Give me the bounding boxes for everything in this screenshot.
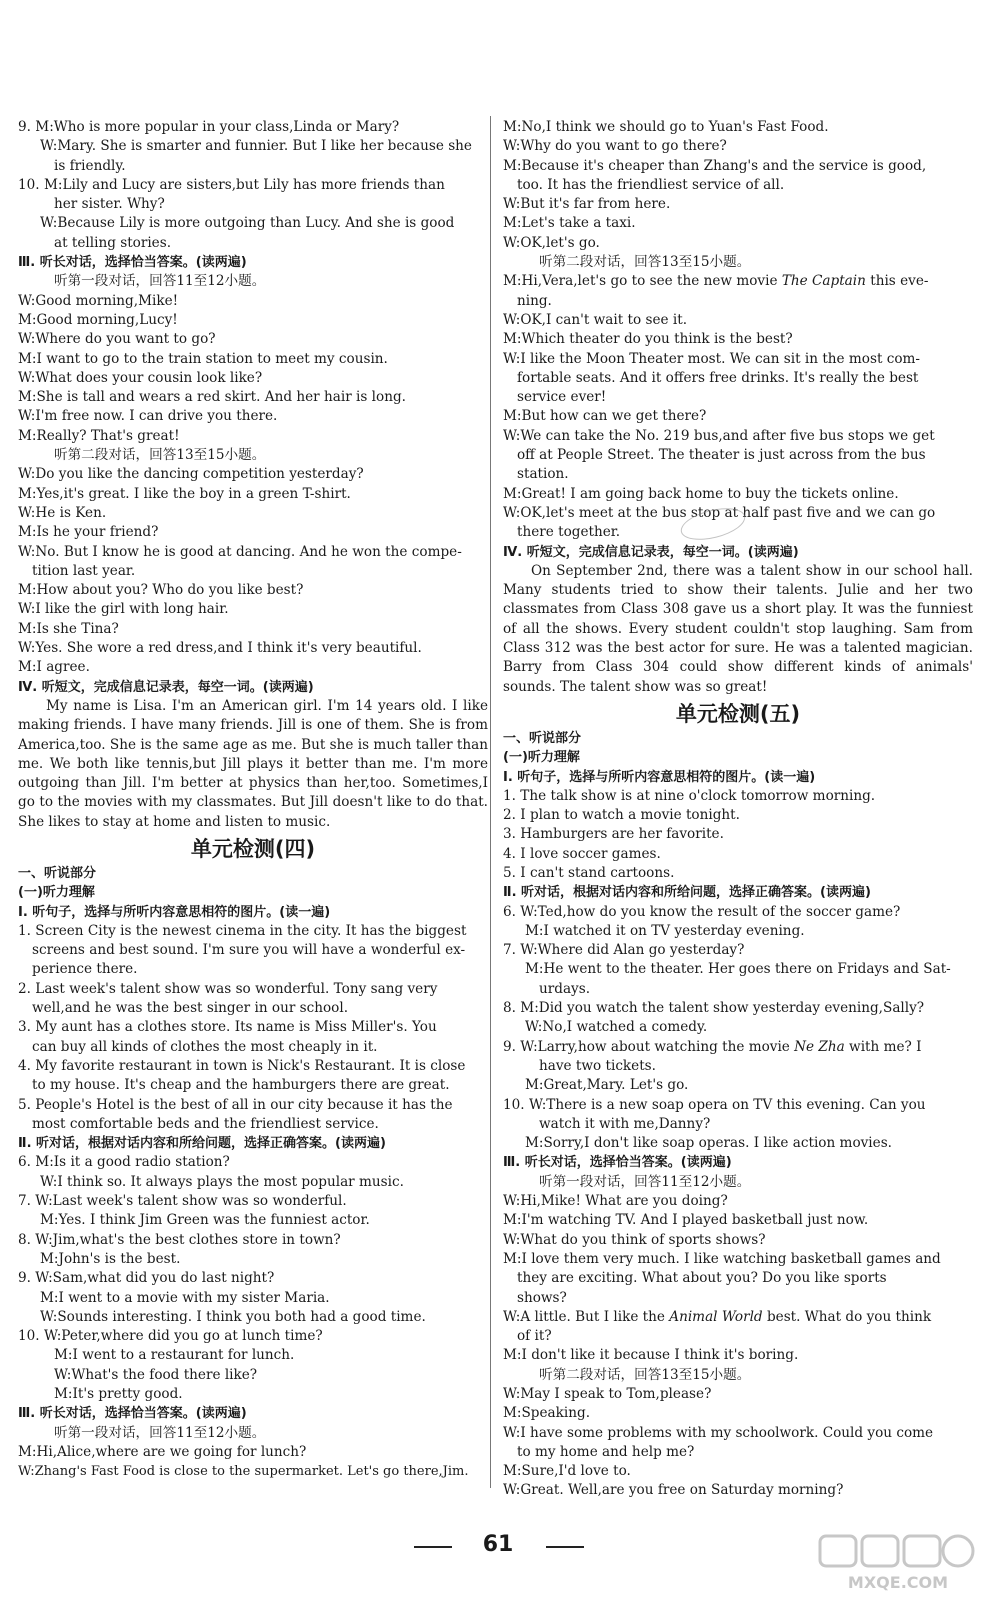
text-line: watch it with me,Danny? xyxy=(539,1115,711,1132)
text-line: at telling stories. xyxy=(54,234,172,251)
text-line: W:No. But I know he is good at dancing. And he won the compe- xyxy=(18,543,462,560)
sub-heading: 听第一段对话，回答11至12小题。 xyxy=(54,1424,266,1441)
text-line: 8. W:Jim,what's the best clothes store in town? xyxy=(18,1231,341,1248)
section-heading: Ⅱ. 听对话，根据对话内容和所给问题，选择正确答案。(读两遍) xyxy=(503,885,871,901)
page-number-dash-right xyxy=(546,1546,584,1548)
text-line: 8. M:Did you watch the talent show yesterday evening,Sally? xyxy=(503,1000,925,1017)
text-line: W:I have some problems with my schoolwork. Could you come xyxy=(503,1424,934,1441)
text-line: 10. W:There is a new soap opera on TV this evening. Can you xyxy=(503,1096,926,1113)
part-subheading: (一)听力理解 xyxy=(503,750,580,766)
text-line: 10. W:Peter,where did you go at lunch time? xyxy=(18,1328,323,1345)
text-line: station. xyxy=(517,466,569,483)
section-heading: Ⅳ. 听短文，完成信息记录表，每空一词。(读两遍) xyxy=(503,544,799,560)
watermark-text: MXQE.COM xyxy=(847,1573,949,1592)
text-line: 5. People's Hotel is the best of all in our city because it has the xyxy=(18,1096,453,1113)
text-line: perience there. xyxy=(32,961,138,978)
text-line: 2. I plan to watch a movie tonight. xyxy=(503,807,740,824)
text-line: can buy all kinds of clothes the most cheaply in it. xyxy=(32,1038,378,1055)
text-line: W:Hi,Mike! What are you doing? xyxy=(503,1193,728,1210)
text-line: M:Yes. I think Jim Green was the funniest actor. xyxy=(40,1212,370,1229)
text-line: W:Yes. She wore a red dress,and I think it's very beautiful. xyxy=(18,640,422,657)
text-line: W:He is Ken. xyxy=(18,504,107,521)
text-line: W:Where do you want to go? xyxy=(18,331,216,348)
show-title: Animal World xyxy=(669,1308,763,1325)
text-line: ning. xyxy=(517,292,552,309)
text-line: to my house. It's cheap and the hamburgers there are great. xyxy=(32,1077,450,1094)
text-line: 3. My aunt has a clothes store. Its name is Miss Miller's. You xyxy=(18,1019,437,1036)
text-line: W:Why do you want to go there? xyxy=(503,138,727,155)
text-line: too. It has the friendliest service of all. xyxy=(517,176,785,193)
passage: On September 2nd, there was a talent show in our school hall. Many students tried to show their talents. Julie and her two classmates from Class 308 gave us a short play. It was the funniest of all the shows. Every student couldn't stop laughing. Sam from Class 312 was the best actor for sure. He was a talented magician. Barry from Class 304 could show different kinds of animals' sounds. The talent show was so great! xyxy=(503,562,973,695)
section-heading: Ⅲ. 听长对话，选择恰当答案。(读两遍) xyxy=(18,1406,247,1422)
text-line: W:What do you think of sports shows? xyxy=(503,1231,766,1248)
text-line: off at People Street. The theater is just across from the bus xyxy=(517,447,926,464)
text-line: 4. My favorite restaurant in town is Nick's Restaurant. It is close xyxy=(18,1057,466,1074)
column-divider xyxy=(490,116,491,1488)
text-line: W:OK,let's meet at the bus stop at half past five and we can go xyxy=(503,504,936,521)
sub-heading: 听第一段对话，回答11至12小题。 xyxy=(54,273,266,290)
text-line: 1. The talk show is at nine o'clock tomorrow morning. xyxy=(503,787,876,804)
text-line: M:I don't like it because I think it's boring. xyxy=(503,1347,799,1364)
sub-heading: 听第一段对话，回答11至12小题。 xyxy=(539,1173,751,1190)
text-line: W:What's the food there like? xyxy=(54,1366,258,1383)
section-heading: Ⅲ. 听长对话，选择恰当答案。(读两遍) xyxy=(503,1155,732,1171)
text-fragment: best. What do you think xyxy=(762,1308,932,1325)
text-fragment: W:A little. But I like the xyxy=(503,1308,670,1325)
text-line: 3. Hamburgers are her favorite. xyxy=(503,826,724,843)
text-line: 7. W:Last week's talent show was so wonderful. xyxy=(18,1193,347,1210)
text-line: M:It's pretty good. xyxy=(54,1386,183,1402)
text-line: M:I want to go to the train station to meet my cousin. xyxy=(18,350,388,367)
passage: My name is Lisa. I'm an American girl. I'm 14 years old. I like making friends. I have many friends. Jill is one of them. She is from America,too. She is the same age as me. But she is much taller than me. We both like tennis,but Jill plays it better than me. I'm more outgoing than Jill. I'm better at physics than her,too. Sometimes,I go to the movies with my classmates. But Jill doesn't like to do that. She likes to stay at home and listen to music. xyxy=(18,697,488,830)
text-line: M:He went to the theater. Her goes there on Fridays and Sat- xyxy=(525,961,951,978)
text-line: W:But it's far from here. xyxy=(503,196,671,213)
section-heading: Ⅱ. 听对话，根据对话内容和所给问题，选择正确答案。(读两遍) xyxy=(18,1136,386,1152)
part-heading: 一、听说部分 xyxy=(18,865,97,881)
text-line: most comfortable beds and the friendliest service. xyxy=(32,1115,379,1132)
text-line: M:But how can we get there? xyxy=(503,408,707,425)
text-fragment: 9. W:Larry,how about watching the movie xyxy=(503,1038,795,1055)
text-line: M:Is she Tina? xyxy=(18,620,119,637)
text-line: W:OK,let's go. xyxy=(503,234,600,251)
text-line: 2. Last week's talent show was so wonderful. Tony sang very xyxy=(18,980,438,997)
movie-title: Ne Zha xyxy=(794,1038,845,1055)
text-line: M:Good morning,Lucy! xyxy=(18,311,178,328)
text-line: M:Really? That's great! xyxy=(18,427,180,444)
text-line: W:Good morning,Mike! xyxy=(18,292,179,309)
text-line: M:How about you? Who do you like best? xyxy=(18,582,304,599)
part-heading: 一、听说部分 xyxy=(503,730,582,746)
text-line: W:What does your cousin look like? xyxy=(18,369,263,386)
watermark-logo xyxy=(818,1534,978,1594)
text-line: W:I like the girl with long hair. xyxy=(18,601,229,618)
text-line: 6. W:Ted,how do you know the result of the soccer game? xyxy=(503,903,901,920)
text-line: M:Speaking. xyxy=(503,1405,591,1422)
unit-title: 单元检测(五) xyxy=(675,701,801,726)
text-line xyxy=(503,1308,973,1327)
text-line: W:I'm free now. I can drive you there. xyxy=(18,408,278,425)
text-line: W:Do you like the dancing competition yesterday? xyxy=(18,466,364,483)
section-heading: Ⅲ. 听长对话，选择恰当答案。(读两遍) xyxy=(18,255,247,271)
text-line: 6. M:Is it a good radio station? xyxy=(18,1154,230,1171)
text-line: M:Let's take a taxi. xyxy=(503,215,636,232)
text-line: fortable seats. And it offers free drinks. It's really the best xyxy=(517,369,919,386)
text-fragment: this eve- xyxy=(865,273,929,290)
text-line: of it? xyxy=(517,1328,552,1345)
text-fragment: with me? I xyxy=(844,1038,922,1055)
section-heading: Ⅰ. 听句子，选择与所听内容意思相符的图片。(读一遍) xyxy=(18,904,331,920)
text-line: 9. W:Sam,what did you do last night? xyxy=(18,1270,275,1287)
text-line: W:OK,I can't wait to see it. xyxy=(503,311,688,328)
text-line: 9. M:Who is more popular in your class,Linda or Mary? xyxy=(18,119,400,135)
text-line: W:We can take the No. 219 bus,and after five bus stops we get xyxy=(503,427,935,444)
text-line: shows? xyxy=(517,1289,567,1306)
text-line: M:Hi,Alice,where are we going for lunch? xyxy=(18,1443,307,1460)
text-line: 10. M:Lily and Lucy are sisters,but Lily has more friends than xyxy=(18,176,445,193)
text-line: W:I like the Moon Theater most. We can sit in the most com- xyxy=(503,350,921,367)
text-line: well,and he was the best singer in our school. xyxy=(32,1000,349,1017)
left-column xyxy=(18,118,488,1481)
text-line: W:I think so. It always plays the most popular music. xyxy=(40,1173,404,1190)
text-line: tition last year. xyxy=(32,562,136,579)
text-line: M:I agree. xyxy=(18,659,90,676)
text-line: M:Great! I am going back home to buy the tickets online. xyxy=(503,485,899,502)
text-line: M:John's is the best. xyxy=(40,1250,181,1267)
text-line: M:Sorry,I don't like soap operas. I like action movies. xyxy=(525,1135,892,1152)
text-line: service ever! xyxy=(517,389,607,406)
text-line: 5. I can't stand cartoons. xyxy=(503,864,675,881)
movie-title: The Captain xyxy=(781,273,866,290)
text-line: M:Is he your friend? xyxy=(18,524,159,541)
text-line: urdays. xyxy=(539,980,591,997)
text-line: W:No,I watched a comedy. xyxy=(525,1019,708,1036)
text-line: W:Zhang's Fast Food is close to the supermarket. Let's go there,Jim. xyxy=(18,1464,469,1480)
sub-heading: 听第二段对话，回答13至15小题。 xyxy=(539,254,751,271)
text-line: M:I love them very much. I like watching basketball games and xyxy=(503,1250,941,1267)
section-heading: Ⅳ. 听短文，完成信息记录表，每空一词。(读两遍) xyxy=(18,679,314,695)
text-line: M:I'm watching TV. And I played basketball just now. xyxy=(503,1212,869,1229)
section-heading: Ⅰ. 听句子，选择与所听内容意思相符的图片。(读一遍) xyxy=(503,769,816,785)
text-line: M:She is tall and wears a red skirt. And her hair is long. xyxy=(18,389,406,406)
text-line: W:May I speak to Tom,please? xyxy=(503,1386,712,1402)
text-line: they are exciting. What about you? Do you like sports xyxy=(517,1270,887,1287)
text-line: 4. I love soccer games. xyxy=(503,845,661,862)
right-column xyxy=(503,118,973,1501)
text-line: have two tickets. xyxy=(539,1057,656,1074)
text-line: M:Yes,it's great. I like the boy in a green T-shirt. xyxy=(18,485,351,502)
text-line: W:Great. Well,are you free on Saturday morning? xyxy=(503,1482,844,1499)
text-line: M:Great,Mary. Let's go. xyxy=(525,1077,689,1094)
text-line: is friendly. xyxy=(54,157,126,174)
text-fragment: M:Hi,Vera,let's go to see the new movie xyxy=(503,273,782,290)
text-line: M:I went to a restaurant for lunch. xyxy=(54,1347,295,1364)
text-line xyxy=(503,1038,973,1057)
text-line: 7. W:Where did Alan go yesterday? xyxy=(503,942,745,959)
text-line: W:Mary. She is smarter and funnier. But I like her because she xyxy=(40,138,472,155)
text-line: her sister. Why? xyxy=(54,196,165,213)
text-line: M:Sure,I'd love to. xyxy=(503,1463,631,1480)
unit-title: 单元检测(四) xyxy=(190,836,316,861)
text-line: M:I went to a movie with my sister Maria. xyxy=(40,1289,330,1306)
text-line: W:Sounds interesting. I think you both had a good time. xyxy=(40,1308,426,1325)
sub-heading: 听第二段对话，回答13至15小题。 xyxy=(539,1366,751,1383)
text-line: M:Because it's cheaper than Zhang's and the service is good, xyxy=(503,157,927,174)
text-line: to my home and help me? xyxy=(517,1443,695,1460)
text-line: M:Which theater do you think is the best? xyxy=(503,331,793,348)
text-line xyxy=(503,272,973,291)
text-line: there together. xyxy=(517,524,621,541)
page-number: 61 xyxy=(482,1532,514,1557)
text-line: 1. Screen City is the newest cinema in the city. It has the biggest xyxy=(18,922,467,939)
text-line: M:No,I think we should go to Yuan's Fast Food. xyxy=(503,119,829,135)
part-subheading: (一)听力理解 xyxy=(18,885,95,901)
text-line: M:I watched it on TV yesterday evening. xyxy=(525,922,805,939)
sub-heading: 听第二段对话，回答13至15小题。 xyxy=(54,447,266,464)
text-line: W:Because Lily is more outgoing than Lucy. And she is good xyxy=(40,215,455,232)
text-line: screens and best sound. I'm sure you will have a wonderful ex- xyxy=(32,942,466,959)
